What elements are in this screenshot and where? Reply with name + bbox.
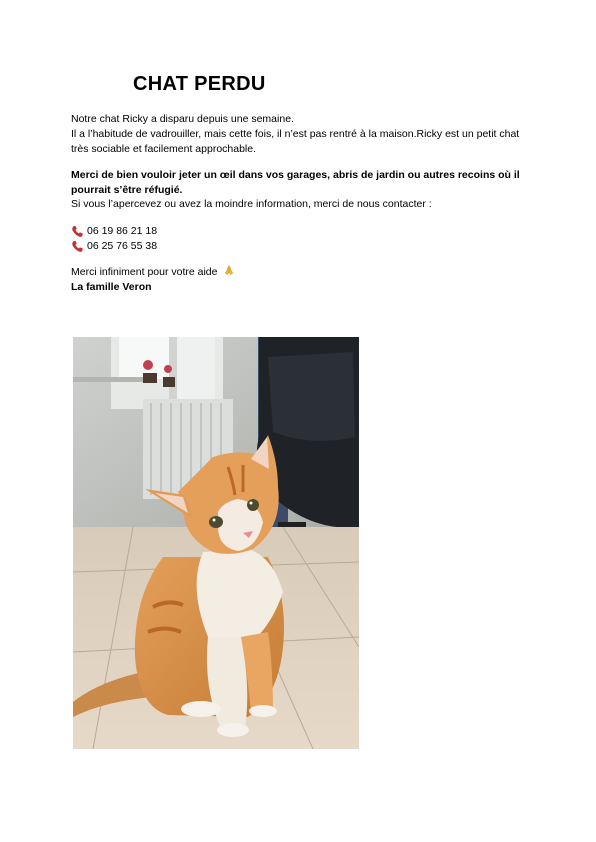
intro-line-2: Il a l’habitude de vadrouiller, mais cette fois, il n’est pas rentré à la maison.Ricky est un petit chat très sociable et facilement approchable. bbox=[71, 128, 520, 155]
contact-text: Si vous l’apercevez ou avez la moindre information, merci de nous contacter : bbox=[71, 198, 432, 210]
intro-text bbox=[71, 112, 531, 157]
intro-line-1: Notre chat Ricky a disparu depuis une semaine. bbox=[71, 113, 294, 125]
telephone-receiver-icon bbox=[71, 240, 84, 253]
phone-number[interactable]: 06 25 76 55 38 bbox=[87, 240, 158, 252]
cat-photo bbox=[73, 337, 359, 749]
request-text: Merci de bien vouloir jeter un œil dans vos garages, abris de jardin ou autres recoins où il pourrait s’être réfugié. bbox=[71, 169, 520, 196]
phone-item bbox=[71, 239, 157, 254]
thanks-text: Merci infiniment pour votre aide bbox=[71, 266, 218, 278]
phone-item bbox=[71, 224, 157, 239]
poster-title: CHAT PERDU bbox=[133, 73, 266, 95]
telephone-receiver-icon bbox=[71, 225, 84, 238]
phone-list bbox=[71, 224, 157, 254]
closing bbox=[71, 264, 235, 295]
phone-number[interactable]: 06 19 86 21 18 bbox=[87, 225, 158, 237]
signature: La famille Veron bbox=[71, 281, 152, 293]
folded-hands-icon bbox=[223, 264, 235, 276]
